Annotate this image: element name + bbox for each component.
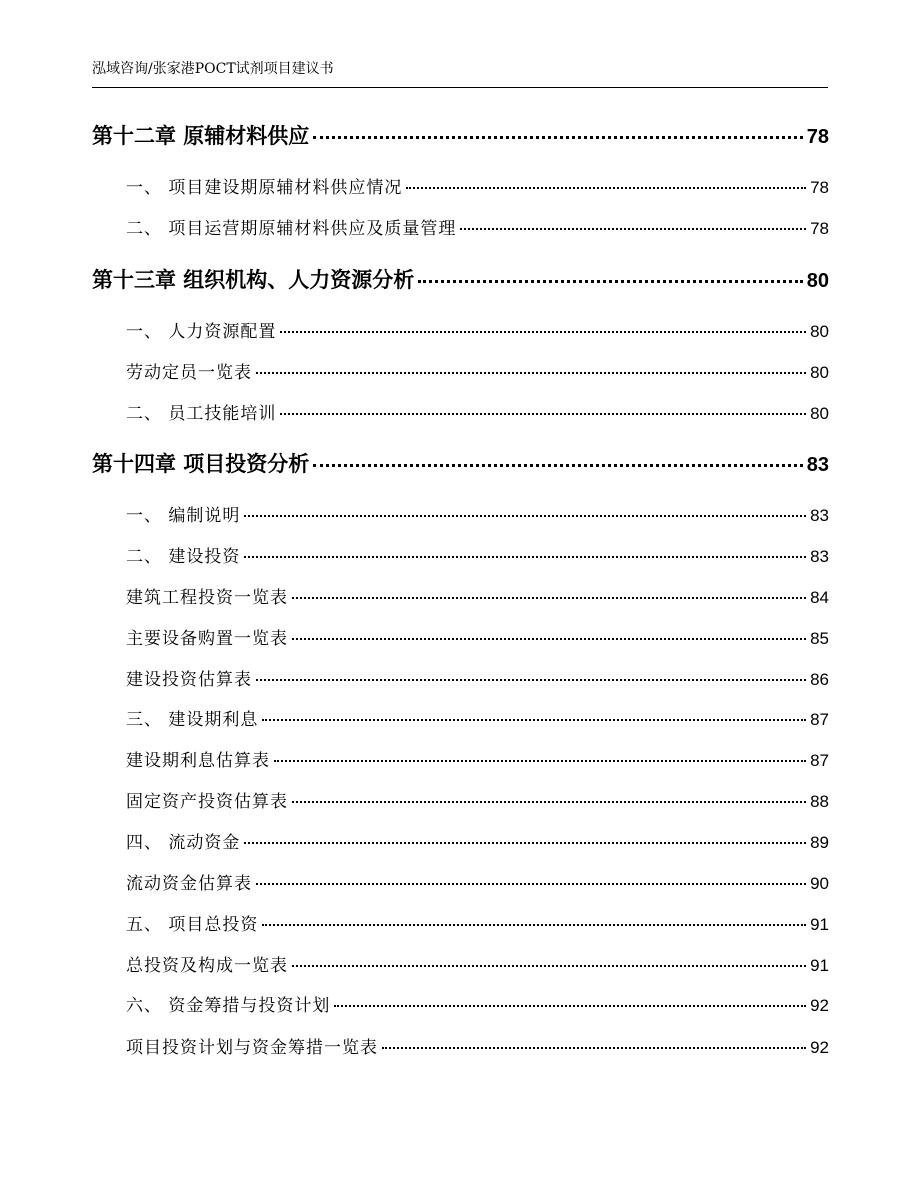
toc-entry-page: 92 bbox=[810, 1038, 829, 1057]
toc-entry-title: 三、 建设期利息 bbox=[126, 710, 259, 730]
toc-entry-title: 二、 项目运营期原辅材料供应及质量管理 bbox=[126, 219, 457, 239]
toc-dot-leader bbox=[274, 760, 806, 762]
toc-dot-leader bbox=[292, 638, 806, 640]
toc-section-entry[interactable] bbox=[126, 830, 829, 856]
toc-dot-leader bbox=[244, 556, 806, 558]
toc-section-entry[interactable] bbox=[126, 401, 829, 427]
toc-chapter-entry[interactable] bbox=[92, 265, 829, 295]
toc-entry-page: 88 bbox=[810, 792, 829, 811]
toc-entry-title: 项目投资计划与资金筹措一览表 bbox=[126, 1038, 378, 1058]
toc-entry-page: 86 bbox=[810, 670, 829, 689]
toc-dot-leader bbox=[292, 801, 806, 803]
toc-entry-page: 89 bbox=[810, 833, 829, 852]
toc-entry-title: 主要设备购置一览表 bbox=[126, 629, 288, 649]
toc-dot-leader bbox=[256, 679, 806, 681]
toc-dot-leader bbox=[244, 842, 806, 844]
toc-entry-page: 91 bbox=[810, 956, 829, 975]
toc-section-entry[interactable] bbox=[126, 585, 829, 611]
toc-dot-leader bbox=[256, 883, 806, 885]
toc-entry-page: 78 bbox=[806, 126, 829, 148]
toc-entry-page: 78 bbox=[810, 219, 829, 238]
toc-entry-title: 二、 建设投资 bbox=[126, 547, 241, 567]
toc-section-entry[interactable] bbox=[126, 503, 829, 529]
toc-entry-title: 一、 项目建设期原辅材料供应情况 bbox=[126, 178, 403, 198]
toc-entry-page: 91 bbox=[810, 915, 829, 934]
toc-entry-title: 第十四章 项目投资分析 bbox=[92, 451, 310, 476]
toc-entry-title: 一、 人力资源配置 bbox=[126, 322, 277, 342]
toc-dot-leader bbox=[406, 187, 806, 189]
toc-entry-page: 80 bbox=[810, 322, 829, 341]
toc-entry-title: 第十二章 原辅材料供应 bbox=[92, 123, 310, 148]
toc-entry-title: 建筑工程投资一览表 bbox=[126, 588, 288, 608]
toc-entry-page: 83 bbox=[810, 506, 829, 525]
toc-entry-page: 80 bbox=[806, 270, 829, 292]
toc-entry-page: 87 bbox=[810, 710, 829, 729]
toc-dot-leader bbox=[292, 965, 806, 967]
toc-entry-title: 劳动定员一览表 bbox=[126, 363, 252, 383]
toc-section-entry[interactable] bbox=[126, 953, 829, 979]
toc-dot-leader bbox=[280, 413, 806, 415]
toc-chapter-entry[interactable] bbox=[92, 121, 829, 151]
toc-entry-title: 二、 员工技能培训 bbox=[126, 404, 277, 424]
toc-dot-leader bbox=[262, 719, 806, 721]
toc-section-entry[interactable] bbox=[126, 707, 829, 733]
toc-entry-title: 四、 流动资金 bbox=[126, 833, 241, 853]
toc-entry-page: 85 bbox=[810, 629, 829, 648]
toc-dot-leader bbox=[313, 464, 802, 467]
toc-section-entry[interactable] bbox=[126, 626, 829, 652]
toc-dot-leader bbox=[292, 597, 806, 599]
toc-entry-title: 第十三章 组织机构、人力资源分析 bbox=[92, 267, 415, 292]
toc-entry-page: 80 bbox=[810, 404, 829, 423]
toc-entry-page: 80 bbox=[810, 363, 829, 382]
toc-dot-leader bbox=[460, 228, 806, 230]
toc-dot-leader bbox=[244, 515, 806, 517]
toc-entry-title: 一、 编制说明 bbox=[126, 506, 241, 526]
toc-dot-leader bbox=[280, 331, 806, 333]
toc-entry-page: 83 bbox=[806, 454, 829, 476]
toc-entry-title: 六、 资金筹措与投资计划 bbox=[126, 996, 331, 1016]
toc-entry-title: 建设期利息估算表 bbox=[126, 751, 270, 771]
toc-section-entry[interactable] bbox=[126, 175, 829, 201]
toc-section-entry[interactable] bbox=[126, 667, 829, 693]
toc-section-entry[interactable] bbox=[126, 216, 829, 242]
toc-section-entry[interactable] bbox=[126, 1035, 829, 1061]
toc-section-entry[interactable] bbox=[126, 544, 829, 570]
toc-entry-title: 固定资产投资估算表 bbox=[126, 792, 288, 812]
toc-section-entry[interactable] bbox=[126, 912, 829, 938]
toc-section-entry[interactable] bbox=[126, 993, 829, 1019]
toc-entry-title: 五、 项目总投资 bbox=[126, 915, 259, 935]
toc-dot-leader bbox=[334, 1005, 806, 1007]
toc-dot-leader bbox=[313, 136, 802, 139]
toc-entry-page: 92 bbox=[810, 996, 829, 1015]
toc-entry-page: 83 bbox=[810, 547, 829, 566]
toc-entry-page: 84 bbox=[810, 588, 829, 607]
toc-dot-leader bbox=[262, 924, 806, 926]
toc-section-entry[interactable] bbox=[126, 360, 829, 386]
toc-section-entry[interactable] bbox=[126, 871, 829, 897]
toc-section-entry[interactable] bbox=[126, 748, 829, 774]
toc-dot-leader bbox=[382, 1047, 806, 1049]
toc-entry-title: 流动资金估算表 bbox=[126, 874, 252, 894]
toc-section-entry[interactable] bbox=[126, 789, 829, 815]
toc-section-entry[interactable] bbox=[126, 319, 829, 345]
header-text: 泓域咨询/张家港POCT试剂项目建议书 bbox=[92, 61, 334, 77]
toc-dot-leader bbox=[256, 372, 806, 374]
toc-entry-title: 总投资及构成一览表 bbox=[126, 956, 288, 976]
toc-entry-page: 78 bbox=[810, 178, 829, 197]
toc-entry-page: 87 bbox=[810, 751, 829, 770]
toc-entry-title: 建设投资估算表 bbox=[126, 670, 252, 690]
toc-dot-leader bbox=[418, 280, 802, 283]
toc-entry-page: 90 bbox=[810, 874, 829, 893]
toc-chapter-entry[interactable] bbox=[92, 449, 829, 479]
